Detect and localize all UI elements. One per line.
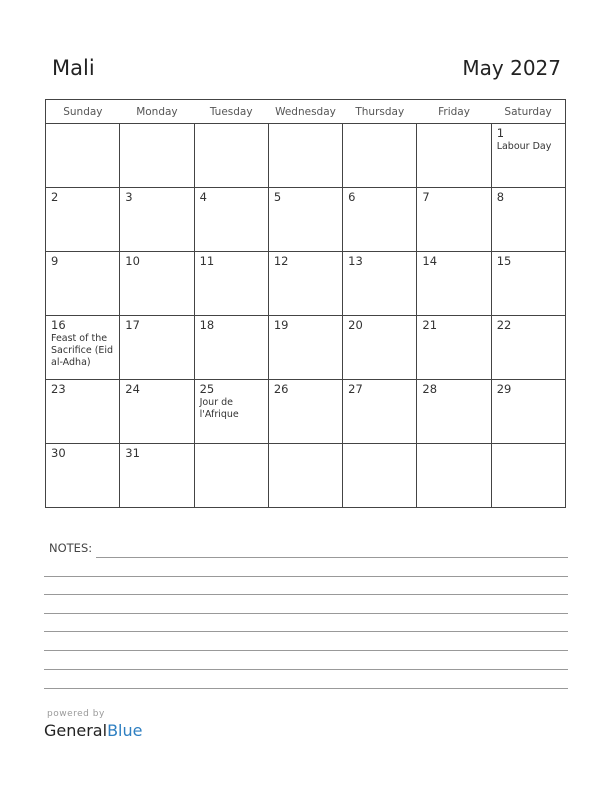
- day-cell: [268, 188, 342, 252]
- note-line: [44, 576, 568, 577]
- day-cell: [417, 252, 491, 316]
- day-cell: [194, 444, 268, 508]
- note-line: [44, 631, 568, 632]
- note-line: [44, 650, 568, 651]
- day-cell: [46, 444, 120, 508]
- day-cell: [194, 124, 268, 188]
- day-cell: [417, 316, 491, 380]
- day-number: 15: [496, 254, 512, 268]
- day-cell: [491, 124, 565, 188]
- day-cell: [194, 188, 268, 252]
- day-number: 7: [422, 190, 430, 204]
- day-number: 8: [496, 190, 505, 204]
- week-row: [46, 124, 566, 188]
- weekday-wednesday: Wednesday: [268, 100, 342, 124]
- day-cell: [343, 380, 417, 444]
- weekday-tuesday: Tuesday: [194, 100, 268, 124]
- day-number: 28: [422, 382, 438, 396]
- day-cell: [491, 444, 565, 508]
- weekday-friday: Friday: [417, 100, 491, 124]
- day-cell: [46, 316, 120, 380]
- day-number: 19: [273, 318, 289, 332]
- day-number: 5: [273, 190, 282, 204]
- week-row: [46, 252, 566, 316]
- day-cell: [46, 124, 120, 188]
- day-number: 29: [496, 382, 512, 396]
- holiday-label: Feast of the Sacrifice (Eid al-Adha): [51, 333, 114, 368]
- day-number: 20: [348, 318, 363, 332]
- day-number: 23: [51, 382, 66, 396]
- day-cell: [268, 380, 342, 444]
- day-number: 16: [51, 318, 66, 332]
- weekday-thursday: Thursday: [343, 100, 417, 124]
- day-number: 12: [273, 254, 289, 268]
- day-number: 30: [51, 446, 66, 460]
- day-cell: [194, 380, 268, 444]
- day-cell: [343, 124, 417, 188]
- week-row: [46, 380, 566, 444]
- day-cell: [268, 316, 342, 380]
- day-cell: [120, 252, 194, 316]
- day-cell: [120, 124, 194, 188]
- day-number: 1: [496, 126, 505, 140]
- day-cell: [46, 188, 120, 252]
- day-number: 27: [348, 382, 363, 396]
- day-cell: [491, 316, 565, 380]
- day-number: 21: [422, 318, 438, 332]
- day-number: 3: [125, 190, 133, 204]
- day-cell: [120, 316, 194, 380]
- week-row: [46, 188, 566, 252]
- day-cell: [120, 444, 194, 508]
- day-number: 22: [496, 318, 512, 332]
- day-cell: [417, 444, 491, 508]
- week-row: [46, 316, 566, 380]
- week-row: [46, 444, 566, 508]
- day-number: 13: [348, 254, 363, 268]
- brand-logo[interactable]: [44, 721, 142, 740]
- brand-blue: Blue: [107, 721, 143, 740]
- day-cell: [343, 188, 417, 252]
- note-line: [44, 669, 568, 670]
- day-number: 17: [125, 318, 140, 332]
- day-number: 4: [199, 190, 207, 204]
- day-cell: [268, 252, 342, 316]
- day-cell: [120, 188, 194, 252]
- day-number: 14: [422, 254, 438, 268]
- note-line: [44, 594, 568, 595]
- holiday-label: Jour de l'Afrique: [199, 397, 239, 420]
- powered-by-text: powered by: [47, 709, 105, 719]
- day-cell: [417, 188, 491, 252]
- day-cell: [343, 252, 417, 316]
- day-number: 10: [125, 254, 140, 268]
- day-number: 11: [199, 254, 215, 268]
- day-cell: [417, 124, 491, 188]
- day-cell: [46, 252, 120, 316]
- day-number: 2: [51, 190, 59, 204]
- note-line: [96, 557, 568, 558]
- day-number: 18: [199, 318, 215, 332]
- day-cell: [491, 380, 565, 444]
- day-cell: [343, 316, 417, 380]
- day-number: 26: [273, 382, 289, 396]
- day-cell: [343, 444, 417, 508]
- day-number: 9: [51, 254, 59, 268]
- country-title: Mali: [52, 56, 95, 80]
- day-number: 24: [125, 382, 140, 396]
- holiday-label: Labour Day: [496, 141, 552, 152]
- calendar-grid: [45, 99, 566, 508]
- weekday-monday: Monday: [120, 100, 194, 124]
- day-number: 25: [199, 382, 215, 396]
- day-number: 6: [348, 190, 356, 204]
- weekday-sunday: Sunday: [46, 100, 120, 124]
- note-line: [44, 688, 568, 689]
- day-cell: [417, 380, 491, 444]
- day-cell: [194, 252, 268, 316]
- weekday-header-row: [46, 100, 566, 124]
- day-cell: [120, 380, 194, 444]
- weekday-saturday: Saturday: [491, 100, 565, 124]
- notes-label: NOTES:: [49, 541, 93, 555]
- day-cell: [268, 124, 342, 188]
- day-cell: [491, 188, 565, 252]
- day-cell: [268, 444, 342, 508]
- month-title: May 2027: [462, 56, 561, 80]
- day-number: 31: [125, 446, 140, 460]
- day-cell: [194, 316, 268, 380]
- brand-general: General: [44, 721, 108, 740]
- day-cell: [46, 380, 120, 444]
- day-cell: [491, 252, 565, 316]
- note-line: [44, 613, 568, 614]
